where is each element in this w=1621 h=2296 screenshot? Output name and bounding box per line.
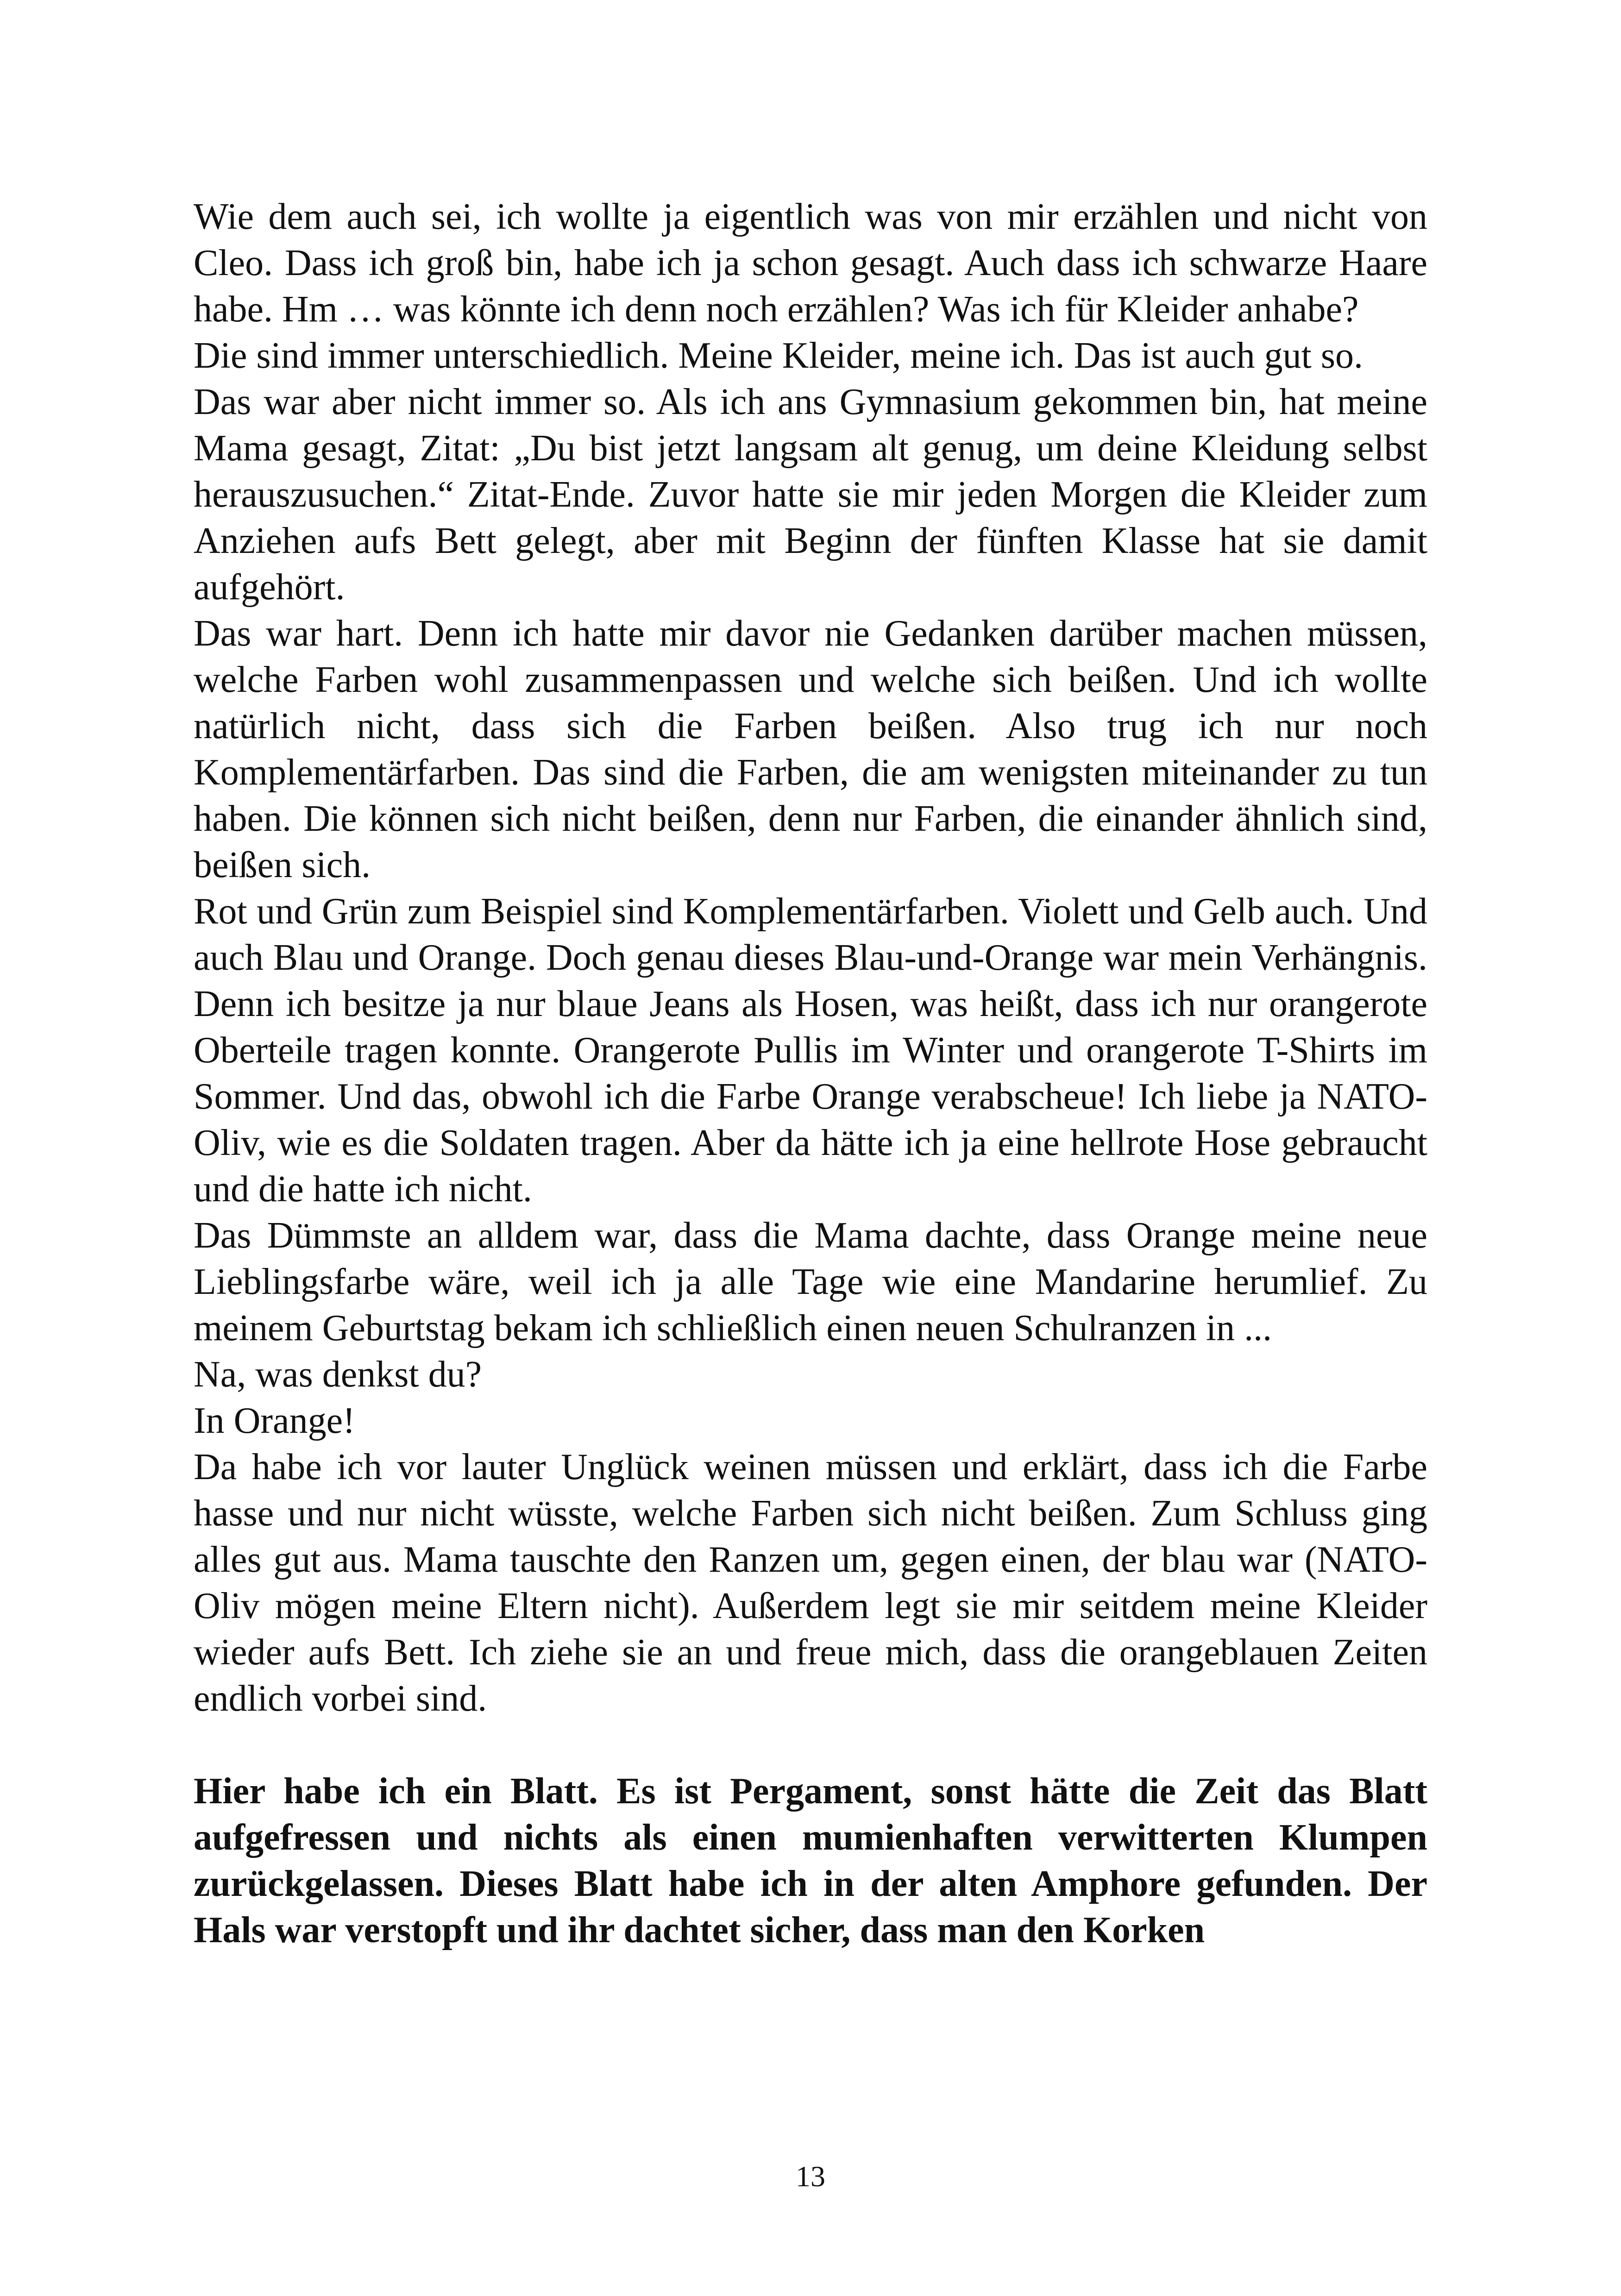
body-text [194, 194, 1427, 1953]
paragraph: In Orange! [194, 1400, 355, 1441]
page-number: 13 [796, 2160, 825, 2193]
paragraph: Das Dümmste an alldem war, dass die Mama dachte, dass Orange meine neue Lieblingsfarbe wäre, weil ich ja alle Tage wie eine Mandarine herumlief. Zu meinem Geburtstag bekam ich schließlich einen neuen Schulranzen in ... [194, 1215, 1427, 1349]
paragraph: Das war aber nicht immer so. Als ich ans Gymnasium gekommen bin, hat meine Mama gesagt, Zitat: „Du bist jetzt langsam alt genug, um deine Kleidung selbst herauszusuchen.“ Zitat-Ende. Zuvor hatte sie mir jeden Morgen die Kleider zum Anziehen aufs Bett gelegt, aber mit Beginn der fünften Klasse hat sie damit aufgehört. [194, 382, 1427, 608]
bold-paragraph: Hier habe ich ein Blatt. Es ist Pergament, sonst hätte die Zeit das Blatt aufgefressen und nichts als einen mumienhaften verwitterten Klumpen zurückgelassen. Dieses Blatt habe ich in der alten Amphore gefunden. Der Hals war verstopft und ihr dachtet sicher, dass man den Korken [194, 1771, 1427, 1951]
paragraph: Das war hart. Denn ich hatte mir davor nie Gedanken darüber machen müssen, welche Farben wohl zusammenpassen und welche sich beißen. Und ich wollte natürlich nicht, dass sich die Farben beißen. Also trug ich nur noch Komplementärfarben. Das sind die Farben, die am wenigsten miteinander zu tun haben. Die können sich nicht beißen, denn nur Farben, die einander ähnlich sind, beißen sich. [194, 613, 1427, 885]
paragraph: Na, was denkst du? [194, 1354, 482, 1395]
paragraph: Wie dem auch sei, ich wollte ja eigentlich was von mir erzählen und nicht von Cleo. Dass ich groß bin, habe ich ja schon gesagt. Auch dass ich schwarze Haare habe. Hm … was könnte ich denn noch erzählen? Was ich für Kleider anhabe? [194, 196, 1427, 330]
paragraph: Da habe ich vor lauter Unglück weinen müssen und erklärt, dass ich die Farbe hasse und nur nicht wüsste, welche Farben sich nicht beißen. Zum Schluss ging alles gut aus. Mama tauschte den Ranzen um, gegen einen, der blau war (NATO-Oliv mögen meine Eltern nicht). Außerdem legt sie mir seitdem meine Kleider wieder aufs Bett. Ich ziehe sie an und freue mich, dass die orangeblauen Zeiten endlich vorbei sind. [194, 1447, 1427, 1719]
paragraph: Die sind immer unterschiedlich. Meine Kleider, meine ich. Das ist auch gut so. [194, 335, 1363, 376]
paragraph: Rot und Grün zum Beispiel sind Komplementärfarben. Violett und Gelb auch. Und auch Blau und Orange. Doch genau dieses Blau-und-Orange war mein Verhängnis. Denn ich besitze ja nur blaue Jeans als Hosen, was heißt, dass ich nur orangerote Oberteile tragen konnte. Orangerote Pullis im Winter und orangerote T-Shirts im Sommer. Und das, obwohl ich die Farbe Orange verabscheue! Ich liebe ja NATO-Oliv, wie es die Soldaten tragen. Aber da hätte ich ja eine hellrote Hose gebraucht und die hatte ich nicht. [194, 891, 1427, 1210]
